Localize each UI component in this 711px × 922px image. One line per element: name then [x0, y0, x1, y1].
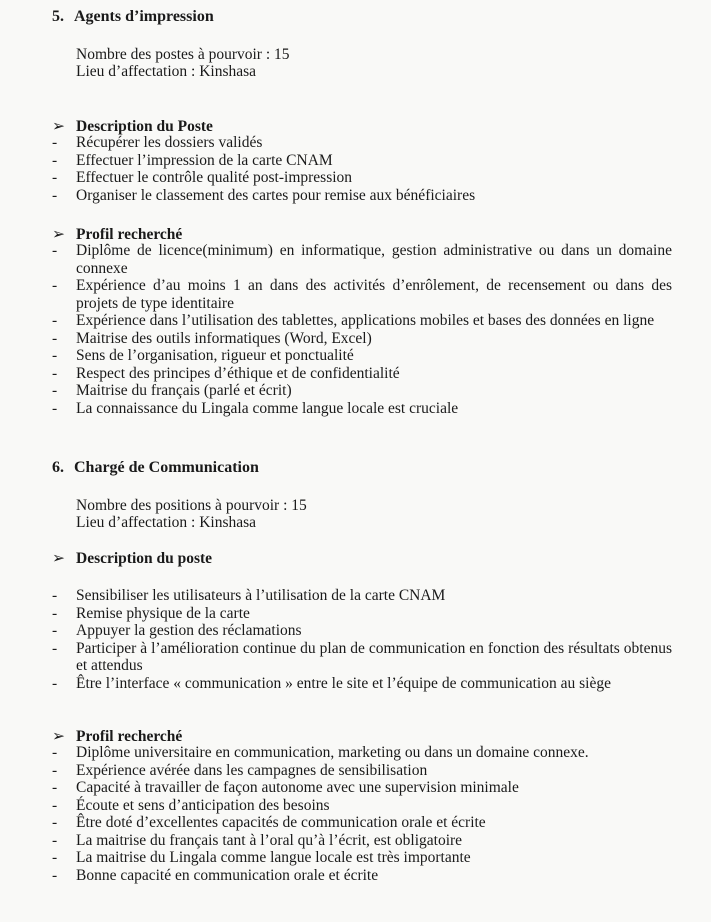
section-title-text: Chargé de Communication	[74, 459, 259, 476]
list-item: - Participer à l’amélioration continue du plan de communication en fonction des résultats obtenus et attendus	[52, 640, 672, 675]
section-5-location: Lieu d’affectation : Kinshasa	[76, 63, 257, 80]
section-6-description-list	[52, 587, 672, 692]
section-6-title	[52, 459, 259, 477]
arrow-bullet-icon: ➢	[52, 550, 65, 567]
section-5-description-list	[52, 134, 672, 204]
list-item: - Expérience avérée dans les campagnes de sensibilisation	[52, 762, 672, 780]
list-item: - Diplôme de licence(minimum) en informatique, gestion administrative ou dans un domaine connexe	[52, 242, 672, 277]
section-5-profile-list	[52, 242, 672, 417]
list-item: - Effectuer l’impression de la carte CNAM	[52, 152, 672, 170]
list-item: - Récupérer les dossiers validés	[52, 134, 672, 152]
arrow-bullet-icon: ➢	[52, 728, 65, 745]
list-item: - Respect des principes d’éthique et de confidentialité	[52, 365, 672, 383]
list-item: - Maitrise des outils informatiques (Word, Excel)	[52, 330, 672, 348]
list-item: - Expérience d’au moins 1 an dans des activités d’enrôlement, de recensement ou dans des projets de type identitaire	[52, 277, 672, 312]
section-5-profile-heading: ➢ Profil recherché	[52, 226, 183, 243]
list-item: - Bonne capacité en communication orale et écrite	[52, 867, 672, 885]
list-item: - La connaissance du Lingala comme langue locale est cruciale	[52, 400, 672, 418]
list-item: - La maitrise du Lingala comme langue locale est très importante	[52, 849, 672, 867]
section-6-location: Lieu d’affectation : Kinshasa	[76, 514, 257, 531]
list-item: - Capacité à travailler de façon autonome avec une supervision minimale	[52, 779, 672, 797]
list-item: - Être doté d’excellentes capacités de communication orale et écrite	[52, 814, 672, 832]
list-item: - Maitrise du français (parlé et écrit)	[52, 382, 672, 400]
list-item: - Expérience dans l’utilisation des tablettes, applications mobiles et bases des données en ligne	[52, 312, 672, 330]
arrow-bullet-icon: ➢	[52, 118, 65, 135]
section-title-text: Agents d’impression	[74, 8, 214, 25]
list-item: - Écoute et sens d’anticipation des besoins	[52, 797, 672, 815]
list-item: - Être l’interface « communication » entre le site et l’équipe de communication au siège	[52, 675, 672, 693]
list-item: - Effectuer le contrôle qualité post-impression	[52, 169, 672, 187]
section-6-profile-list	[52, 744, 672, 884]
list-item: - La maitrise du français tant à l’oral qu’à l’écrit, est obligatoire	[52, 832, 672, 850]
section-6-profile-heading: ➢ Profil recherché	[52, 728, 183, 745]
list-item: - Diplôme universitaire en communication, marketing ou dans un domaine connexe.	[52, 744, 672, 762]
arrow-bullet-icon: ➢	[52, 226, 65, 243]
list-item: - Sensibiliser les utilisateurs à l’utilisation de la carte CNAM	[52, 587, 672, 605]
section-5-title	[52, 8, 214, 26]
section-6-count: Nombre des positions à pourvoir : 15	[76, 497, 307, 514]
section-number: 6.	[52, 459, 64, 476]
list-item: - Organiser le classement des cartes pour remise aux bénéficiaires	[52, 187, 672, 205]
section-5-count: Nombre des postes à pourvoir : 15	[76, 46, 290, 63]
section-6-description-heading: ➢ Description du poste	[52, 550, 213, 567]
list-item: - Sens de l’organisation, rigueur et ponctualité	[52, 347, 672, 365]
list-item: - Remise physique de la carte	[52, 605, 672, 623]
section-5-description-heading: ➢ Description du Poste	[52, 118, 213, 135]
section-number: 5.	[52, 8, 64, 25]
list-item: - Appuyer la gestion des réclamations	[52, 622, 672, 640]
